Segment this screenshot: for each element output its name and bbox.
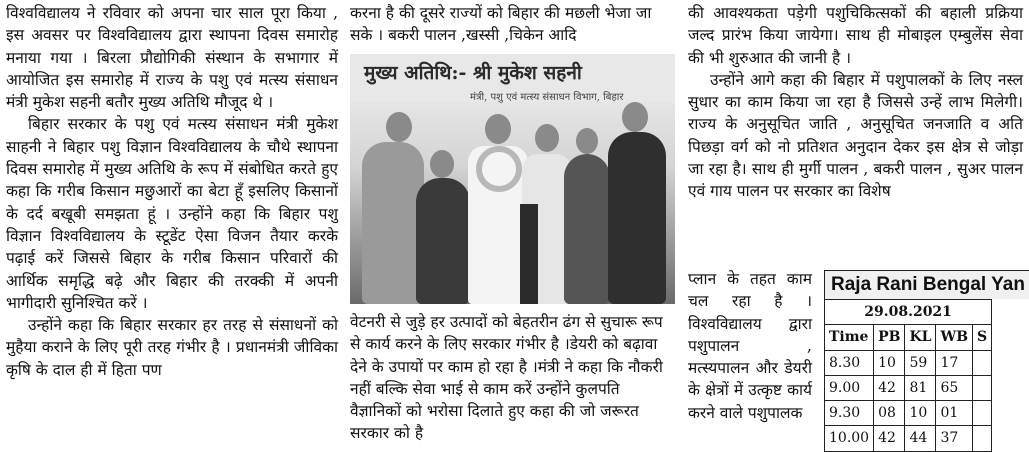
paragraph: प्लान के तहत काम चल रहा है । विश्वविद्यालय द्वारा पशुपालन , मत्स्यपालन और डेयरी के क्षेत्रों में उत्कृष्ट कार्य करने वाले पशुपालक [688, 270, 812, 422]
person-head [576, 128, 598, 154]
table-cell [973, 426, 992, 451]
person-head [430, 150, 454, 178]
table-cell: 81 [905, 375, 936, 400]
table-header: KL [905, 325, 936, 350]
paragraph: उन्होंने आगे कहा की बिहार में पशुपालकों के लिए नस्ल सुधार का काम किया जा रहा है जिससे उन्हें लाभ मिलेगी। राज्य के अनुसूचित जाति , अनुसूचित जनजाति व अति पिछड़ा वर्ग को नो प्रतिशत अनुदान देकर इस क्षेत्र से जोड़ा जा रहा है। साथ ही मुर्गी पालन , बकरी पालन , सुअर पालन एवं गाय पालन पर सरकार का विशेष [688, 70, 1023, 201]
table-cell: 37 [936, 426, 973, 451]
table-cell: 9.00 [825, 375, 874, 400]
table-header-row [825, 325, 992, 350]
garland [476, 146, 522, 192]
table-cell: 10.00 [825, 426, 874, 451]
lottery-results-box [824, 270, 1029, 452]
person-head [485, 114, 511, 144]
table-cell: 01 [936, 401, 973, 426]
paragraph: विश्वविद्यालय ने रविवार को अपना चार साल पूरा किया , इस अवसर पर विश्वविद्यालय द्वारा स्थापना दिवस समारोह मनाया गया । बिरला प्रौद्योगिकी संस्थान के सभागार में आयोजित इस समारोह में राज्य के पशु एवं मत्स्य संसाधन मंत्री मुकेश सहनी बतौर मुख्य अतिथि मौजूद थे । [6, 4, 338, 112]
table-cell: 44 [905, 426, 936, 451]
table-cell: 42 [874, 426, 905, 451]
table-cell: 10 [874, 350, 905, 375]
table-cell: 42 [874, 375, 905, 400]
table-cell: 17 [936, 350, 973, 375]
table-header: S [973, 325, 992, 350]
table-row [825, 375, 992, 400]
paragraph: की आवश्यकता पड़ेगी पशुचिकित्सकों की बहाली प्रक्रिया जल्द प्रारंभ किया जायेगा। साथ ही मोबाइल एम्बुलेंस सेवा की भी शुरुआत की जानी है । [688, 4, 1023, 67]
paragraph: उन्होंने कहा कि बिहार सरकार हर तरह से संसाधनों को मुहैया कराने के लिए पूरी तरह गंभीर है । प्रधानमंत्री जीविका कृषि के दाल ही में हिता पण [6, 316, 338, 379]
paragraph: करना है की दूसरे राज्यों को बिहार की मछली भेजा जा सके । बकरी पालन ,खस्सी ,चिकेन आदि [350, 4, 652, 45]
table-cell: 08 [874, 401, 905, 426]
news-photo [350, 54, 675, 304]
table-header: PB [874, 325, 905, 350]
paragraph: वेटनरी से जुड़े हर उत्पादों को बेहतरीन ढंग से सुचारू रूप से कार्य करने के लिए सरकार गंभीर है ।डेयरी को बढ़ावा देने के उपायों पर काम हो रहा है ।मंत्री ने कहा कि नौकरी नहीं बल्कि सेवा भाई से काम करें उन्होंने कुलपति वैज्ञानिकों को भरोसा दिलाते हुए कहा की जो जरूरत सरकार को है [350, 313, 663, 443]
article-column-3 [688, 2, 1025, 447]
paragraph-narrow [688, 268, 812, 424]
table-date-row [825, 300, 992, 325]
article-column-1 [6, 2, 338, 381]
table-cell: 59 [905, 350, 936, 375]
table-cell [973, 350, 992, 375]
paragraph: बिहार सरकार के पशु एवं मत्स्य संसाधन मंत्री मुकेश साहनी ने बिहार पशु विज्ञान विश्वविद्यालय के चौथे स्थापना दिवस समारोह में मुख्य अतिथि के रूप में संबोधित करते हुए कहा कि गरीब किसान मछुआरों का बेटा हूँ इसलिए किसानों के दर्द बखूबी समझता हूं । उन्होंने कहा कि बिहार पशु विज्ञान विश्वविद्यालय के स्टूडेंट ऐसा विजन तैयार करके पढ़ाई करें जिससे बिहार के गरीब किसान परिवारों की आर्थिक समृद्धि बढ़े और बिहार की तरक्की में अपनी भागीदारी सुनिश्चित करें । [6, 115, 338, 312]
table-cell [973, 375, 992, 400]
person-figure [564, 154, 610, 304]
person-figure [362, 142, 424, 304]
table-header: Time [825, 325, 874, 350]
table-cell: 10 [905, 401, 936, 426]
table-row [825, 426, 992, 451]
photo-banner-subtitle: मंत्री, पशु एवं मत्स्य संसाधन विभाग, बिहार [470, 92, 624, 103]
person-head [386, 112, 412, 142]
lottery-table-title: Raja Rani Bengal Yan [824, 270, 1029, 299]
table-cell [973, 401, 992, 426]
table-header: WB [936, 325, 973, 350]
table-cell: 65 [936, 375, 973, 400]
table-row [825, 350, 992, 375]
person-figure [416, 178, 470, 304]
lottery-table [824, 299, 992, 452]
table-cell: 9.30 [825, 401, 874, 426]
table-date: 29.08.2021 [825, 300, 992, 325]
lamp-stand [520, 204, 538, 304]
table-row [825, 401, 992, 426]
photo-banner-title: मुख्य अतिथि:- श्री मुकेश सहनी [364, 62, 582, 84]
person-figure [608, 132, 666, 304]
person-head [535, 124, 559, 152]
photo-banner [350, 54, 675, 102]
person-head [622, 102, 648, 132]
table-cell: 8.30 [825, 350, 874, 375]
